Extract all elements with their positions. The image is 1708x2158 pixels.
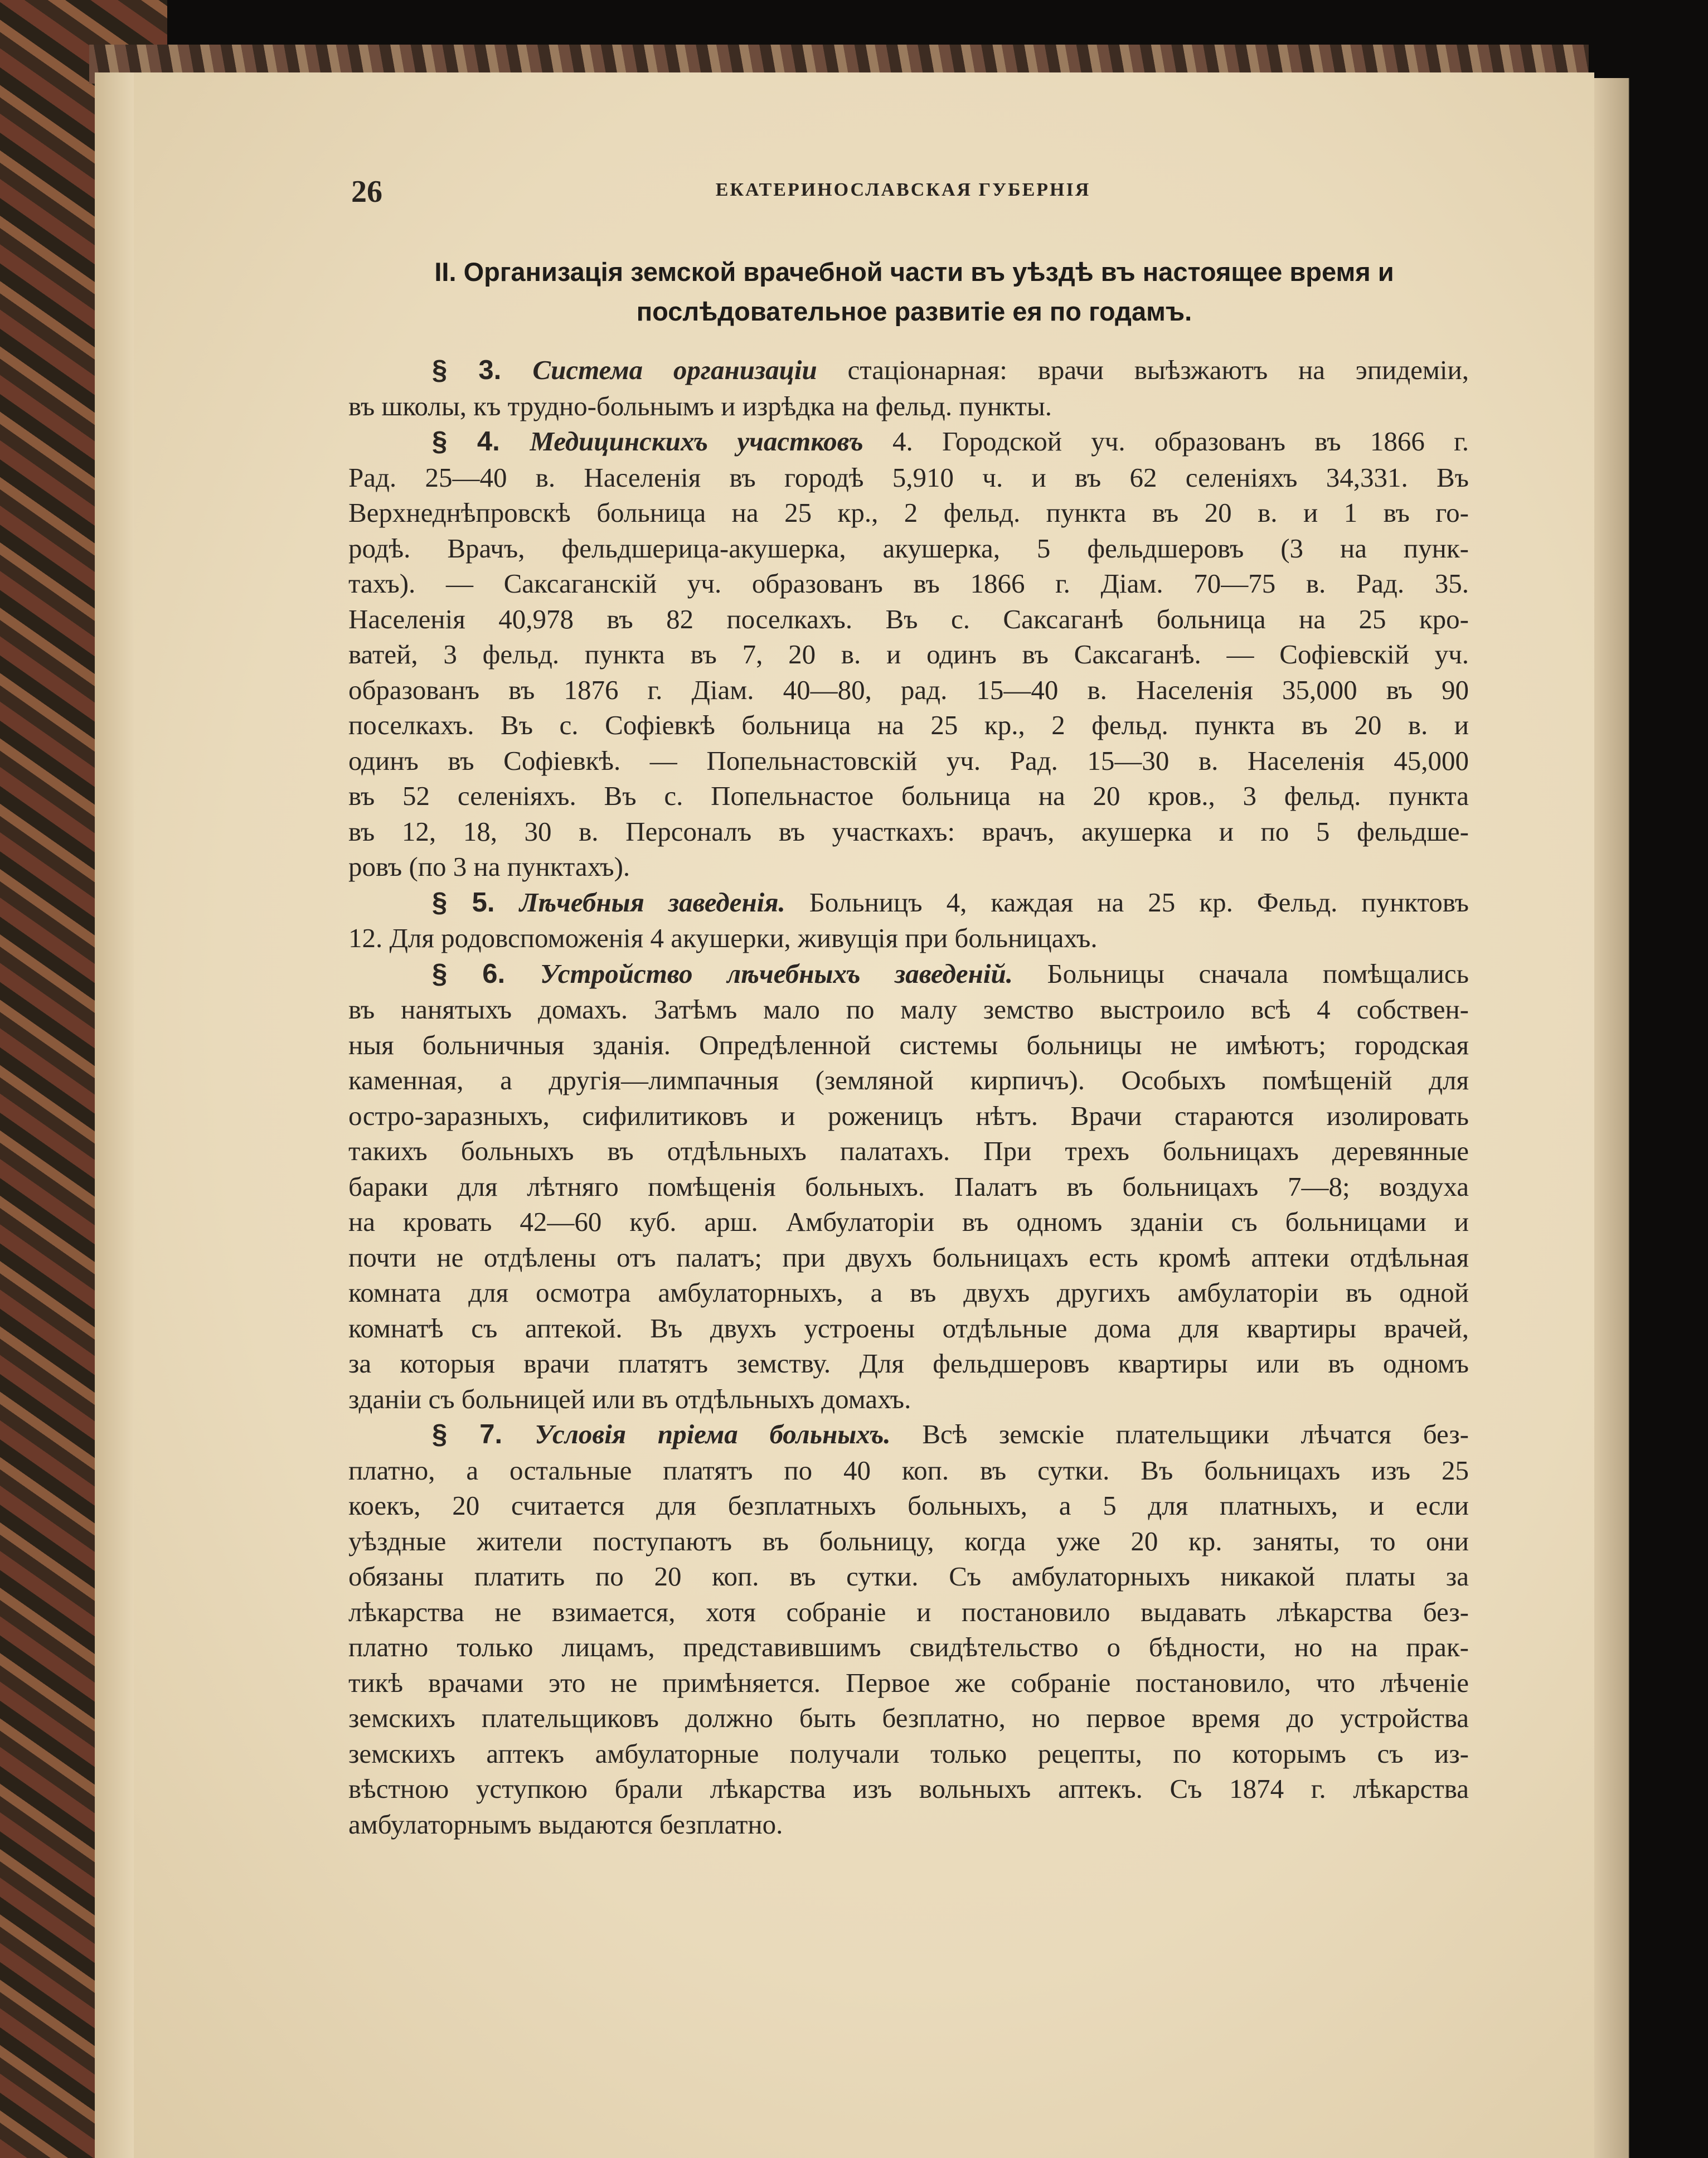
page-header bbox=[351, 174, 1455, 207]
text-line: за которыя врачи платятъ земству. Для фельдшеровъ квартиры или въ одномъ bbox=[348, 1348, 1469, 1379]
text-line: образованъ въ 1876 г. Діам. 40—80, рад. 15—40 в. Населенія 35,000 въ 90 bbox=[348, 674, 1469, 705]
text-line: вѣстною уступкою брали лѣкарства изъ вольныхъ аптекъ. Съ 1874 г. лѣкарства bbox=[348, 1773, 1469, 1804]
next-page-edge bbox=[1594, 78, 1708, 2158]
text-line: въ 12, 18, 30 в. Персоналъ въ участкахъ: врачъ, акушерка и по 5 фельдше- bbox=[348, 816, 1469, 847]
section-title: Медицинскихъ участковъ bbox=[530, 426, 893, 457]
text-line: платно, а остальные платятъ по 40 коп. въ сутки. Въ больницахъ изъ 25 bbox=[348, 1454, 1469, 1486]
text-line: комната для осмотра амбулаторныхъ, а въ двухъ другихъ амбулаторіи въ одной bbox=[348, 1277, 1469, 1308]
text-line: одинъ въ Софіевкѣ. — Попельнастовскій уч. Рад. 15—30 в. Населенія 45,000 bbox=[348, 745, 1469, 776]
text-line: лѣкарства не взимается, хотя собраніе и постановило выдавать лѣкарства без- bbox=[348, 1596, 1469, 1627]
text-line: тахъ). — Саксаганскій уч. образованъ въ 1866 г. Діам. 70—75 в. Рад. 35. bbox=[348, 568, 1469, 599]
text-line: родѣ. Врачъ, фельдшерица-акушерка, акушерка, 5 фельдшеровъ (3 на пунк- bbox=[348, 532, 1469, 564]
text-line: амбулаторнымъ выдаются безплатно. bbox=[348, 1808, 783, 1840]
text-line: тикѣ врачами это не примѣняется. Первое же собраніе постановило, что лѣченіе bbox=[348, 1667, 1469, 1698]
line-text: 4. Городской уч. образованъ въ 1866 г. bbox=[892, 426, 1469, 457]
text-line: ныя больничныя зданія. Опредѣленной системы больницы не имѣютъ; городская bbox=[348, 1029, 1469, 1060]
text-line: уѣздные жители поступаютъ въ больницу, когда уже 20 кр. заняты, то они bbox=[348, 1525, 1469, 1556]
line-text: Всѣ земскіе плательщики лѣчатся без- bbox=[922, 1419, 1469, 1449]
page-number: 26 bbox=[351, 174, 382, 209]
paragraph bbox=[348, 1417, 1469, 1842]
text-line: бараки для лѣтняго помѣщенія больныхъ. Палатъ въ больницахъ 7—8; воздуха bbox=[348, 1171, 1469, 1202]
text-line: каменная, а другія—лимпачныя (земляной кирпичъ). Особыхъ помѣщеній для bbox=[348, 1065, 1469, 1095]
text-line: въ 52 селеніяхъ. Въ с. Попельнастое больница на 20 кров., 3 фельд. пункта bbox=[348, 780, 1469, 811]
section-number: § 3. bbox=[432, 355, 533, 385]
text-line: Рад. 25—40 в. Населенія въ городѣ 5,910 ч. и въ 62 селеніяхъ 34,331. Въ bbox=[348, 462, 1469, 493]
page-stack-edge bbox=[95, 72, 134, 2158]
text-line: комнатѣ съ аптекой. Въ двухъ устроены отдѣльные дома для квартиры врачей, bbox=[348, 1312, 1469, 1344]
text-line bbox=[348, 352, 1469, 389]
section-title: Устройство лѣчебныхъ заведеній. bbox=[540, 958, 1047, 989]
text-line bbox=[348, 1417, 1469, 1453]
text-line: остро-заразныхъ, сифилитиковъ и роженицъ нѣтъ. Врачи стараются изолировать bbox=[348, 1100, 1469, 1131]
line-text: Больницы сначала помѣщались bbox=[1047, 958, 1469, 989]
section-number: § 4. bbox=[432, 426, 530, 457]
text-line: ватей, 3 фельд. пункта въ 7, 20 в. и одинъ въ Саксаганѣ. — Софіевскій уч. bbox=[348, 639, 1469, 670]
section-title: Условія пріема больныхъ. bbox=[535, 1419, 923, 1449]
text-line: Верхнеднѣпровскѣ больница на 25 кр., 2 фельд. пункта въ 20 в. и 1 въ го- bbox=[348, 497, 1469, 528]
text-line: зданіи съ больницей или въ отдѣльныхъ домахъ. bbox=[348, 1383, 911, 1414]
section-title: Система организаціи bbox=[532, 355, 848, 385]
line-text: Больницъ 4, каждая на 25 кр. Фельд. пунктовъ bbox=[809, 886, 1469, 918]
running-title: ЕКАТЕРИНОСЛАВСКАЯ ГУБЕРНІЯ bbox=[715, 180, 1091, 200]
text-line: 12. Для родовспоможенія 4 акушерки, живущія при больницахъ. bbox=[348, 923, 1098, 953]
heading-line: II. Организація земской врачебной части въ уѣздѣ въ настоящее время и bbox=[434, 257, 1394, 287]
text-line: платно только лицамъ, представившимъ свидѣтельство о бѣдности, но на прак- bbox=[348, 1632, 1469, 1662]
text-line: Населенія 40,978 въ 82 поселкахъ. Въ с. Саксаганѣ больница на 25 кро- bbox=[348, 603, 1469, 634]
section-number: § 6. bbox=[432, 958, 541, 989]
text-line: земскихъ плательщиковъ должно быть безплатно, но первое время до устройства bbox=[348, 1703, 1469, 1733]
section-number: § 5. bbox=[432, 887, 520, 918]
paragraph bbox=[348, 424, 1469, 885]
text-line: коекъ, 20 считается для безплатныхъ больныхъ, а 5 для платныхъ, и если bbox=[348, 1490, 1469, 1521]
text-line: обязаны платить по 20 коп. въ сутки. Съ амбулаторныхъ никакой платы за bbox=[348, 1561, 1469, 1592]
text-line: на кровать 42—60 куб. арш. Амбулаторіи въ одномъ зданіи съ больницами и bbox=[348, 1206, 1469, 1237]
text-line: земскихъ аптекъ амбулаторные получали только рецепты, по которымъ съ из- bbox=[348, 1738, 1469, 1769]
text-line: въ нанятыхъ домахъ. Затѣмъ мало по малу земство выстроило всѣ 4 собствен- bbox=[348, 994, 1469, 1025]
line-text: стаціонарная: врачи выѣзжаютъ на эпидеміи, bbox=[847, 355, 1469, 385]
text-line bbox=[348, 956, 1469, 992]
section-number: § 7. bbox=[432, 1419, 535, 1449]
text-line: въ школы, къ трудно-больнымъ и изрѣдка на фельд. пункты. bbox=[348, 390, 1052, 421]
paragraph bbox=[348, 352, 1469, 424]
section-heading bbox=[357, 252, 1472, 331]
body-text bbox=[348, 352, 1469, 1842]
paragraph bbox=[348, 956, 1469, 1417]
text-line bbox=[348, 885, 1469, 921]
text-line bbox=[348, 424, 1469, 460]
text-line: ровъ (по 3 на пунктахъ). bbox=[348, 851, 630, 882]
text-line: почти не отдѣлены отъ палатъ; при двухъ больницахъ есть кромѣ аптеки отдѣльная bbox=[348, 1242, 1469, 1273]
text-line: поселкахъ. Въ с. Софіевкѣ больница на 25 кр., 2 фельд. пункта въ 20 в. и bbox=[348, 710, 1469, 740]
text-line: такихъ больныхъ въ отдѣльныхъ палатахъ. При трехъ больницахъ деревянные bbox=[348, 1136, 1469, 1166]
paragraph bbox=[348, 885, 1469, 956]
section-title: Лѣчебныя заведенія. bbox=[519, 886, 809, 918]
heading-line: послѣдовательное развитіе ея по годамъ. bbox=[636, 297, 1192, 326]
